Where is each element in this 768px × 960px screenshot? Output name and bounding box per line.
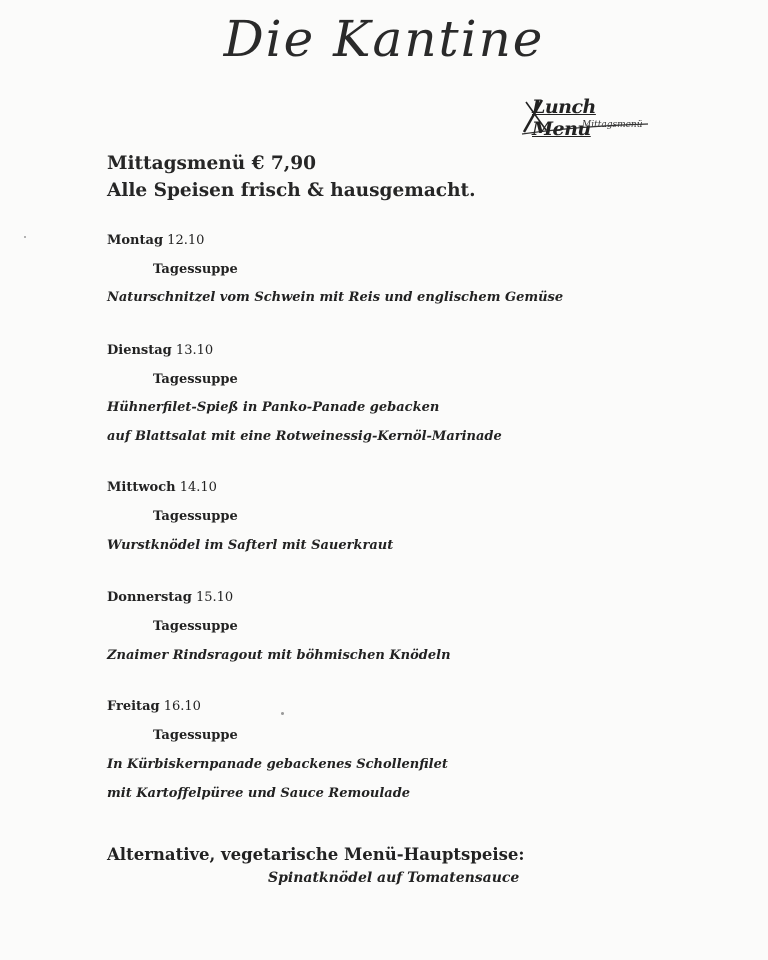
dish-montag-1: Naturschnitzel vom Schwein mit Reis und englischem Gemüse — [107, 290, 564, 305]
scan-speck — [24, 236, 26, 238]
day-name: Montag — [107, 233, 164, 248]
day-heading-donnerstag — [107, 590, 233, 605]
dish-freitag-2: mit Kartoffelpüree und Sauce Remoulade — [107, 786, 411, 801]
day-date: 12.10 — [167, 233, 205, 248]
dish-mittwoch-1: Wurstknödel im Safterl mit Sauerkraut — [107, 538, 394, 553]
day-date: 13.10 — [175, 343, 214, 358]
day-name: Dienstag — [107, 343, 172, 358]
soup-montag: Tagessuppe — [153, 262, 238, 277]
day-date: 15.10 — [195, 590, 234, 605]
day-heading-dienstag — [107, 343, 213, 358]
dish-freitag-1: In Kürbiskernpanade gebackenes Schollenfilet — [107, 757, 448, 772]
dish-donnerstag-1: Znaimer Rindsragout mit böhmischen Knödeln — [107, 648, 451, 663]
scan-speck — [281, 712, 284, 715]
day-date: 16.10 — [163, 699, 201, 714]
price-headline — [107, 150, 476, 204]
day-heading-freitag — [107, 699, 201, 714]
day-name: Donnerstag — [107, 590, 192, 605]
day-heading-montag — [107, 233, 204, 248]
lunch-menu-logo — [520, 96, 660, 140]
dish-dienstag-1: Hühnerfilet-Spieß in Panko-Panade gebacken — [107, 400, 440, 415]
vegetarian-alternative-dish: Spinatknödel auf Tomatensauce — [268, 870, 520, 886]
day-heading-mittwoch — [107, 480, 217, 495]
price-line: Mittagsmenü € 7,90 — [107, 153, 316, 174]
fresh-homemade-line: Alle Speisen frisch & hausgemacht. — [107, 180, 476, 201]
day-name: Freitag — [107, 699, 160, 714]
soup-dienstag: Tagessuppe — [153, 372, 238, 387]
day-date: 14.10 — [179, 480, 217, 495]
dish-dienstag-2: auf Blattsalat mit eine Rotweinessig-Kernöl-Marinade — [107, 429, 502, 444]
logo-subtitle: Mittagsmenü — [582, 120, 643, 130]
soup-donnerstag: Tagessuppe — [153, 619, 238, 634]
logo-wordmark: Lunch Menu — [532, 96, 596, 140]
soup-freitag: Tagessuppe — [153, 728, 238, 743]
day-name: Mittwoch — [107, 480, 176, 495]
page-title: Die Kantine — [223, 10, 545, 68]
vegetarian-alternative-title: Alternative, vegetarische Menü-Hauptspeise: — [107, 845, 525, 864]
soup-mittwoch: Tagessuppe — [153, 509, 238, 524]
